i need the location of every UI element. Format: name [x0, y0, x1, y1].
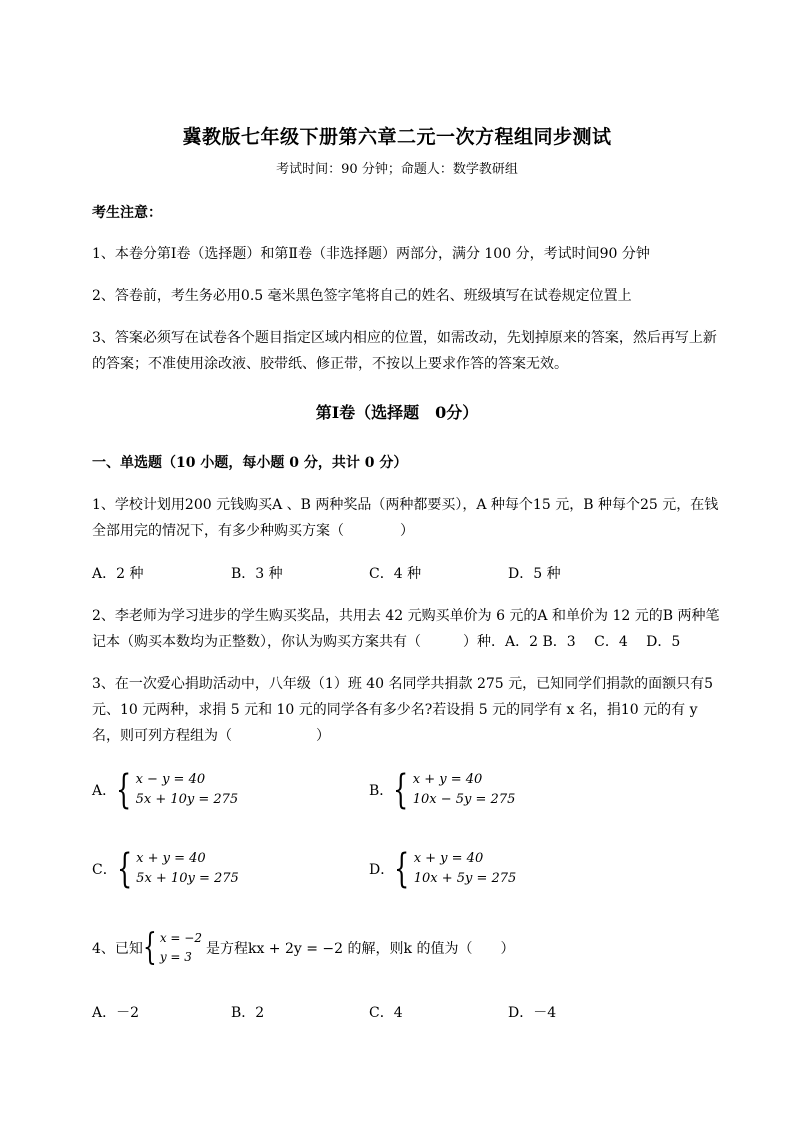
brace-icon: { [116, 767, 132, 813]
q4-option-a: A．－2 [92, 1005, 140, 1021]
q3-option-a [92, 767, 239, 813]
option-label: A． [92, 783, 117, 799]
q4-option-d: D．－4 [508, 1005, 557, 1021]
equation: x = −2 [159, 931, 202, 945]
equation: 5x + 10y = 275 [135, 792, 239, 807]
q3-option-c [92, 846, 239, 892]
q3-option-b [369, 767, 516, 813]
question-3-line-1: 3、在一次爱心捐助活动中，八年级（1）班 40 名同学共捐款 275 元，已知同学们捐款的面额只有5 [92, 676, 714, 692]
notice-heading: 考生注意： [92, 205, 162, 221]
q1-option-d: D．5 种 [508, 566, 561, 582]
exam-info: 考试时间：90 分钟；命题人：数学教研组 [276, 162, 518, 177]
equation: 5x + 10y = 275 [136, 871, 239, 886]
option-label: D． [369, 862, 395, 878]
brace-icon: { [116, 846, 132, 892]
question-2-line-1: 2、李老师为学习进步的学生购买奖品，共用去 42 元购买单价为 6 元的A 和单价为 12 元的B 两种笔 [92, 608, 720, 624]
option-label: B． [369, 783, 394, 799]
equation: 10x + 5y = 275 [413, 871, 517, 886]
equation: x − y = 40 [135, 772, 206, 787]
question-3-line-2: 元、10 元两种，求捐 5 元和 10 元的同学各有多少名?若设捐 5 元的同学有 x 名，捐10 元的有 y [92, 702, 698, 718]
question-4-suffix: 是方程kx + 2y = −2 的解，则k 的值为（ ） [205, 941, 515, 957]
equation: x + y = 40 [136, 851, 206, 866]
option-label: C． [92, 862, 117, 878]
section-title: 第Ⅰ卷（选择题 0分） [315, 403, 479, 422]
notice-item-3: 3、答案必须写在试卷各个题目指定区域内相应的位置，如需改动，先划掉原来的答案，然后再写上新 [92, 330, 717, 346]
equation: y = 3 [159, 950, 192, 964]
brace-icon: { [394, 846, 410, 892]
q1-option-b: B．3 种 [231, 566, 283, 582]
q3-option-d [369, 846, 517, 892]
q4-option-b: B．2 [231, 1005, 265, 1021]
notice-item-3-cont: 的答案；不准使用涂改液、胶带纸、修正带，不按以上要求作答的答案无效。 [92, 356, 568, 372]
q4-option-c: C．4 [369, 1005, 403, 1021]
question-4-prefix: 4、已知 [92, 941, 143, 957]
brace-icon: { [393, 767, 409, 813]
notice-item-2: 2、答卷前，考生务必用0.5 毫米黑色签字笔将自己的姓名、班级填写在试卷规定位置上 [92, 288, 632, 304]
question-3-line-3: 名，则可列方程组为（ ） [92, 728, 330, 744]
equation: x + y = 40 [413, 851, 484, 866]
question-2-line-2: 记本（购买本数均为正整数），你认为购买方案共有（ ）种．A．2 B．3 C．4 D．5 [92, 634, 681, 650]
part-heading: 一、单选题（10 小题，每小题 0 分，共计 0 分） [92, 455, 408, 471]
q1-option-a: A．2 种 [92, 566, 144, 582]
equation: x + y = 40 [412, 772, 483, 787]
notice-item-1: 1、本卷分第Ⅰ卷（选择题）和第Ⅱ卷（非选择题）两部分，满分 100 分，考试时间90 分钟 [92, 246, 650, 262]
question-1-line-2: 全部用完的情况下，有多少种购买方案（ ） [92, 523, 414, 539]
brace-icon: { [142, 927, 157, 968]
page-title: 冀教版七年级下册第六章二元一次方程组同步测试 [182, 126, 612, 148]
question-1-line-1: 1、学校计划用200 元钱购买A 、B 两种奖品（两种都要买），A 种每个15 元，B 种每个25 元，在钱 [92, 497, 719, 513]
question-4 [92, 929, 514, 967]
q1-option-c: C．4 种 [369, 566, 422, 582]
equation: 10x − 5y = 275 [412, 792, 516, 807]
